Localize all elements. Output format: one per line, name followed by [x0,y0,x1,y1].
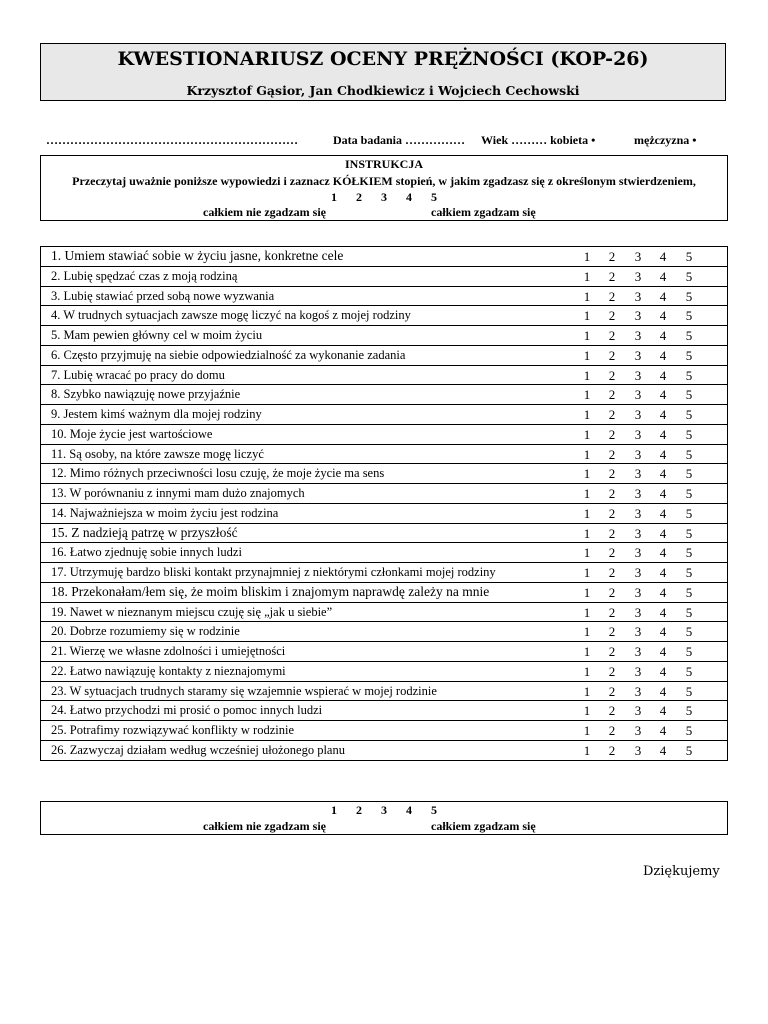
answer-option-3[interactable]: 3 [634,663,642,679]
scale-number: 2 [356,190,362,204]
item-text: 14. Najważniejsza w moim życiu jest rodzina [51,505,279,520]
instruction-box [40,155,728,221]
answer-option-1[interactable]: 1 [583,249,591,264]
answer-option-2[interactable]: 2 [608,604,616,620]
answer-option-5[interactable]: 5 [685,505,693,521]
item-row [40,326,728,346]
answer-option-2[interactable]: 2 [608,446,616,462]
item-row [40,464,728,484]
answer-option-5[interactable]: 5 [685,387,693,403]
answer-option-4[interactable]: 4 [659,426,667,442]
respondent-info-line [46,133,726,151]
item-text: 15. Z nadzieją patrzę w przyszłość [51,524,238,540]
item-text: 17. Utrzymuję bardzo bliski kontakt przynajmniej z niektórymi członkami mojej rodziny [51,565,496,579]
item-row [40,287,728,307]
answer-option-3[interactable]: 3 [634,367,642,383]
item-text: 16. Łatwo zjednuję sobie innych ludzi [51,545,242,560]
answer-option-2[interactable]: 2 [608,407,616,422]
answer-option-5[interactable]: 5 [685,525,693,541]
answer-option-3[interactable]: 3 [634,347,642,363]
item-row [40,504,728,524]
answer-option-4[interactable]: 4 [659,249,667,264]
answer-option-2[interactable]: 2 [608,703,616,719]
item-row [40,622,728,642]
answer-option-4[interactable]: 4 [659,288,667,304]
footer-left-anchor: całkiem nie zgadzam się [203,819,326,833]
item-text: 9. Jestem kimś ważnym dla mojej rodziny [51,407,262,421]
item-text: 5. Mam pewien główny cel w moim życiu [51,328,263,342]
item-text: 25. Potrafimy rozwiązywać konflikty w rodzinie [51,723,294,737]
answer-option-2[interactable]: 2 [608,387,616,403]
answer-option-2[interactable]: 2 [608,249,616,264]
answer-option-4[interactable]: 4 [659,703,667,719]
scale-number: 4 [406,190,412,204]
answer-option-1[interactable]: 1 [583,426,591,442]
age-gender-field[interactable]: Wiek ……… kobieta • [481,133,596,147]
item-row [40,721,728,741]
answer-option-3[interactable]: 3 [634,387,642,403]
answer-option-5[interactable]: 5 [685,347,693,363]
item-row [40,267,728,287]
answer-option-2[interactable]: 2 [608,367,616,383]
answer-option-2[interactable]: 2 [608,565,616,580]
answer-option-1[interactable]: 1 [583,288,591,304]
answer-option-3[interactable]: 3 [634,565,642,580]
answer-option-2[interactable]: 2 [608,288,616,304]
answer-option-1[interactable]: 1 [583,624,591,640]
answer-option-1[interactable]: 1 [583,367,591,383]
item-text: 12. Mimo różnych przeciwności losu czuję, że moje życie ma sens [51,466,385,481]
item-text: 21. Wierzę we własne zdolności i umiejętności [51,644,286,658]
answer-option-4[interactable]: 4 [659,308,667,324]
item-row [40,445,728,465]
answer-option-5[interactable]: 5 [685,683,693,699]
answer-option-1[interactable]: 1 [583,268,591,284]
answer-option-3[interactable]: 3 [634,703,642,719]
item-text: 20. Dobrze rozumiemy się w rodzinie [51,624,240,639]
answer-option-5[interactable]: 5 [685,703,693,719]
answer-option-5[interactable]: 5 [685,407,693,422]
item-row [40,346,728,366]
answer-option-4[interactable]: 4 [659,367,667,383]
item-text: 19. Nawet w nieznanym miejscu czuję się „jak u siebie” [51,604,333,619]
answer-option-1[interactable]: 1 [583,723,591,738]
answer-option-1[interactable]: 1 [583,545,591,561]
scale-number: 5 [431,190,437,204]
answer-option-5[interactable]: 5 [685,268,693,284]
scale-number: 2 [356,803,362,817]
item-text: 4. W trudnych sytuacjach zawsze mogę liczyć na kogoś z mojej rodziny [51,308,411,323]
answer-option-5[interactable]: 5 [685,624,693,640]
instruction-scale [41,190,727,205]
answer-option-1[interactable]: 1 [583,565,591,580]
answer-option-5[interactable]: 5 [685,486,693,501]
answer-option-2[interactable]: 2 [608,663,616,679]
answer-option-4[interactable]: 4 [659,663,667,679]
item-row [40,247,728,267]
answer-option-4[interactable]: 4 [659,565,667,580]
answer-option-3[interactable]: 3 [634,584,642,600]
answer-option-4[interactable]: 4 [659,624,667,640]
answer-option-4[interactable]: 4 [659,545,667,561]
item-text: 3. Lubię stawiać przed sobą nowe wyzwania [51,288,275,303]
answer-option-2[interactable]: 2 [608,644,616,659]
footer-right-anchor: całkiem zgadzam się [431,819,536,833]
answer-option-5[interactable]: 5 [685,604,693,620]
instruction-text: Przeczytaj uważnie poniższe wypowiedzi i zaznacz KÓŁKIEM stopień, w jakim zgadzasz się z określonym stwierdzeniem, [72,174,696,188]
name-field[interactable]: ……………………………………………………… [46,133,298,147]
item-text: 1. Umiem stawiać sobie w życiu jasne, konkretne cele [51,248,344,263]
answer-option-4[interactable]: 4 [659,584,667,600]
answer-option-3[interactable]: 3 [634,288,642,304]
answer-option-4[interactable]: 4 [659,742,667,758]
answer-option-1[interactable]: 1 [583,387,591,403]
item-row [40,425,728,445]
answer-option-2[interactable]: 2 [608,268,616,284]
answer-option-3[interactable]: 3 [634,407,642,422]
scale-number: 5 [431,803,437,817]
item-row [40,642,728,662]
answer-option-5[interactable]: 5 [685,723,693,738]
answer-option-3[interactable]: 3 [634,446,642,462]
answer-option-4[interactable]: 4 [659,486,667,501]
item-row [40,603,728,623]
answer-option-3[interactable]: 3 [634,426,642,442]
answer-option-1[interactable]: 1 [583,347,591,363]
answer-option-5[interactable]: 5 [685,644,693,659]
answer-option-2[interactable]: 2 [608,624,616,640]
item-row [40,306,728,326]
answer-option-5[interactable]: 5 [685,742,693,758]
item-row [40,405,728,425]
answer-option-5[interactable]: 5 [685,328,693,343]
items-table [40,246,728,761]
male-option[interactable]: mężczyzna • [634,133,697,147]
answer-option-1[interactable]: 1 [583,742,591,758]
answer-option-1[interactable]: 1 [583,505,591,521]
item-text: 10. Moje życie jest wartościowe [51,426,213,441]
item-text: 6. Często przyjmuję na siebie odpowiedzialność za wykonanie zadania [51,347,406,362]
answer-option-4[interactable]: 4 [659,604,667,620]
answer-option-3[interactable]: 3 [634,486,642,501]
item-text: 18. Przekonałam/łem się, że moim bliskim i znajomym naprawdę zależy na mnie [51,583,490,599]
answer-option-4[interactable]: 4 [659,446,667,462]
answer-option-2[interactable]: 2 [608,308,616,324]
answer-option-2[interactable]: 2 [608,466,616,482]
answer-option-3[interactable]: 3 [634,624,642,640]
scale-right-anchor: całkiem zgadzam się [431,205,536,219]
item-row [40,682,728,702]
date-field[interactable]: Data badania …………… [333,133,466,147]
answer-option-1[interactable]: 1 [583,604,591,620]
answer-option-2[interactable]: 2 [608,723,616,738]
answer-option-2[interactable]: 2 [608,584,616,600]
answer-option-4[interactable]: 4 [659,347,667,363]
answer-option-3[interactable]: 3 [634,308,642,324]
item-text: 8. Szybko nawiązuję nowe przyjaźnie [51,387,241,402]
answer-option-5[interactable]: 5 [685,367,693,383]
answer-option-2[interactable]: 2 [608,328,616,343]
answer-option-4[interactable]: 4 [659,466,667,482]
answer-option-3[interactable]: 3 [634,525,642,541]
answer-option-3[interactable]: 3 [634,249,642,264]
answer-option-1[interactable]: 1 [583,525,591,541]
thanks-text: Dziękujemy [643,864,720,879]
answer-option-4[interactable]: 4 [659,328,667,343]
answer-option-2[interactable]: 2 [608,486,616,501]
answer-option-4[interactable]: 4 [659,505,667,521]
answer-option-1[interactable]: 1 [583,644,591,659]
answer-option-2[interactable]: 2 [608,347,616,363]
answer-option-4[interactable]: 4 [659,407,667,422]
authors: Krzysztof Gąsior, Jan Chodkiewicz i Wojciech Cechowski [186,83,580,98]
answer-option-1[interactable]: 1 [583,703,591,719]
instruction-heading: INSTRUKCJA [344,157,423,171]
answer-option-2[interactable]: 2 [608,426,616,442]
answer-option-3[interactable]: 3 [634,505,642,521]
answer-option-4[interactable]: 4 [659,644,667,659]
footer-scale [41,803,727,818]
answer-option-3[interactable]: 3 [634,545,642,561]
item-row [40,366,728,386]
answer-option-3[interactable]: 3 [634,644,642,659]
item-text: 13. W porównaniu z innymi mam dużo znajomych [51,486,305,500]
answer-option-1[interactable]: 1 [583,584,591,600]
scale-number: 1 [331,803,337,817]
item-text: 2. Lubię spędzać czas z moją rodziną [51,268,238,283]
answer-option-5[interactable]: 5 [685,545,693,561]
scale-number: 3 [381,803,387,817]
answer-option-1[interactable]: 1 [583,683,591,699]
item-row [40,484,728,504]
item-row [40,524,728,544]
item-text: 22. Łatwo nawiązuję kontakty z nieznajomymi [51,663,286,678]
answer-option-3[interactable]: 3 [634,268,642,284]
answer-option-4[interactable]: 4 [659,525,667,541]
answer-option-2[interactable]: 2 [608,742,616,758]
item-text: 7. Lubię wracać po pracy do domu [51,367,225,382]
answer-option-3[interactable]: 3 [634,328,642,343]
answer-option-1[interactable]: 1 [583,308,591,324]
answer-option-4[interactable]: 4 [659,723,667,738]
answer-option-1[interactable]: 1 [583,486,591,501]
answer-option-2[interactable]: 2 [608,525,616,541]
title-box [40,43,726,101]
answer-option-5[interactable]: 5 [685,663,693,679]
item-text: 11. Są osoby, na które zawsze mogę liczyć [51,446,264,461]
answer-option-2[interactable]: 2 [608,505,616,521]
scale-left-anchor: całkiem nie zgadzam się [203,205,326,219]
answer-option-5[interactable]: 5 [685,446,693,462]
answer-option-1[interactable]: 1 [583,407,591,422]
footer-scale-box [40,801,728,835]
item-row [40,701,728,721]
answer-option-3[interactable]: 3 [634,466,642,482]
answer-option-4[interactable]: 4 [659,387,667,403]
answer-option-5[interactable]: 5 [685,565,693,580]
answer-option-5[interactable]: 5 [685,288,693,304]
item-text: 26. Zazwyczaj działam według wcześniej ułożonego planu [51,742,345,757]
answer-option-3[interactable]: 3 [634,742,642,758]
item-row [40,583,728,603]
answer-option-2[interactable]: 2 [608,683,616,699]
answer-option-1[interactable]: 1 [583,466,591,482]
answer-option-5[interactable]: 5 [685,584,693,600]
scale-number: 4 [406,803,412,817]
item-text: 23. W sytuacjach trudnych staramy się wzajemnie wspierać w mojej rodzinie [51,683,437,698]
answer-option-5[interactable]: 5 [685,249,693,264]
answer-option-3[interactable]: 3 [634,604,642,620]
answer-option-4[interactable]: 4 [659,268,667,284]
answer-option-5[interactable]: 5 [685,308,693,324]
answer-option-1[interactable]: 1 [583,446,591,462]
scale-number: 3 [381,190,387,204]
item-text: 24. Łatwo przychodzi mi prosić o pomoc innych ludzi [51,703,323,718]
item-row [40,543,728,563]
answer-option-3[interactable]: 3 [634,723,642,738]
answer-option-2[interactable]: 2 [608,545,616,561]
item-row [40,385,728,405]
scale-number: 1 [331,190,337,204]
item-row [40,662,728,682]
answer-option-3[interactable]: 3 [634,683,642,699]
answer-option-1[interactable]: 1 [583,328,591,343]
page-title: KWESTIONARIUSZ OCENY PRĘŻNOŚCI (KOP-26) [117,48,649,70]
item-row [40,563,728,583]
answer-option-1[interactable]: 1 [583,663,591,679]
answer-option-5[interactable]: 5 [685,466,693,482]
item-row [40,741,728,761]
answer-option-4[interactable]: 4 [659,683,667,699]
answer-option-5[interactable]: 5 [685,426,693,442]
